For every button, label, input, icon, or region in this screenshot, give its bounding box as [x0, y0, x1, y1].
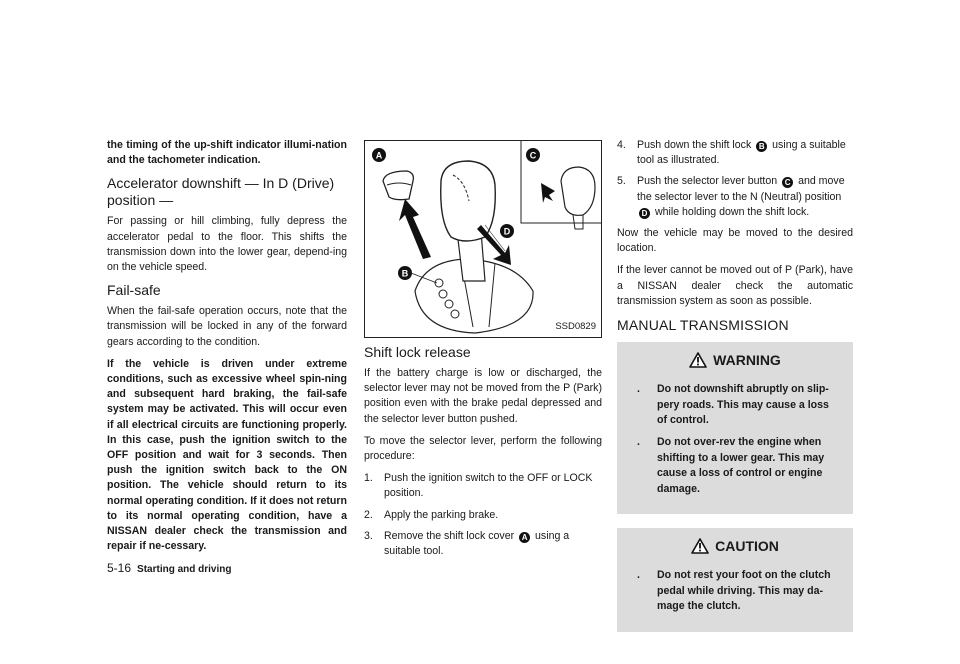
column-2: [364, 140, 602, 565]
caution-icon: [691, 538, 709, 554]
caution-title-text: CAUTION: [715, 538, 779, 555]
warning-title: [629, 352, 841, 368]
warning-item: [629, 382, 841, 428]
caution-item-text: Do not rest your foot on the clutch pedal while driving. This may da-mage the clutch.: [657, 569, 831, 613]
caution-box: [617, 528, 853, 631]
column-3: [617, 138, 853, 646]
warning-title-text: WARNING: [713, 352, 781, 369]
heading-accelerator-downshift: Accelerator downshift — In D (Drive) position —: [107, 175, 335, 209]
marker-d-badge: D: [639, 208, 650, 219]
shift-lock-paragraph: If the battery charge is low or discharged, the selector lever may not be moved from the P (Park) position even with the brake pedal depressed and the selector lever button pushed.: [364, 367, 602, 425]
heading-manual-transmission: MANUAL TRANSMISSION: [617, 317, 789, 334]
figure-code: SSD0829: [555, 320, 596, 332]
figure-label-c: C: [529, 150, 537, 161]
step-number: 5.: [617, 175, 626, 188]
warning-box: [617, 342, 853, 514]
procedure-intro: To move the selector lever, perform the following procedure:: [364, 434, 602, 463]
section-name: Starting and driving: [137, 564, 232, 575]
dealer-paragraph: If the lever cannot be moved out of P (Park), have a NISSAN dealer check the automatic transmission system as soon as possible.: [617, 264, 853, 307]
step-5: [617, 174, 853, 220]
step-2: [364, 508, 602, 523]
step-1: [364, 471, 602, 501]
step-text-mid: and move the selector lever to the N (Neutral) position: [637, 175, 845, 203]
heading-shift-lock-release: Shift lock release: [364, 344, 471, 360]
warning-icon: [689, 352, 707, 368]
warning-item-text: Do not over-rev the engine when shifting to a lower gear. This may cause a loss of control or engine damage.: [657, 436, 825, 495]
figure-label-b: B: [401, 268, 409, 279]
step-text: Remove the shift lock cover: [384, 529, 515, 542]
step-number: 2.: [364, 508, 373, 521]
marker-b-badge: B: [756, 141, 767, 152]
bullet: .: [637, 436, 640, 449]
marker-a-badge: A: [519, 532, 530, 543]
step-text: Apply the parking brake.: [384, 508, 499, 521]
caution-item: [629, 568, 841, 614]
step-text-end: using a suitable tool.: [384, 529, 570, 558]
bullet: .: [637, 383, 640, 396]
step-text: Push down the shift lock: [637, 139, 752, 151]
step-number: 3.: [364, 529, 373, 542]
moved-paragraph: Now the vehicle may be moved to the desired location.: [617, 227, 853, 255]
figure-label-d: D: [503, 226, 511, 237]
step-number: 4.: [617, 139, 626, 151]
caution-title: [629, 538, 841, 554]
step-number: 1.: [364, 472, 373, 485]
page-footer: [107, 561, 231, 575]
page-number: 5-16: [107, 561, 132, 575]
figure-label-a: A: [375, 150, 383, 161]
intro-text: the timing of the up-shift indicator illumi-nation and the tachometer indication.: [107, 139, 347, 167]
shift-lock-illustration: [364, 140, 602, 338]
fail-safe-paragraph: When the fail-safe operation occurs, note that the transmission will be locked in any of the forward gears according to the condition.: [107, 305, 347, 348]
column-1: [107, 138, 347, 561]
shift-lever-drawing: [365, 141, 601, 337]
step-3: [364, 529, 602, 559]
step-text: Push the selector lever button: [637, 175, 778, 188]
fail-safe-bold-paragraph: If the vehicle is driven under extreme conditions, such as excessive wheel spin-ning and subsequent hard braking, the fail-safe system may be activated. This will occur even if all electrical circuits are functioning properly. In this case, push the ignition switch to the OFF position and wait for 3 seconds. Then push the ignition switch back to the ON position. The vehicle should return to its normal operating condition. If it does not return to its normal operating condition, have a NISSAN dealer check the transmission and repair if ne-cessary.: [107, 357, 347, 553]
step-text-end: while holding down the shift lock.: [654, 205, 810, 218]
step-4: [617, 138, 853, 168]
bullet: .: [637, 569, 640, 582]
marker-c-badge: C: [782, 177, 793, 188]
accelerator-paragraph: For passing or hill climbing, fully depress the accelerator pedal to the floor. This shifts the transmission down into the lower gear, depend-ing on the vehicle speed.: [107, 215, 347, 274]
heading-fail-safe: Fail-safe: [107, 282, 161, 299]
warning-item-text: Do not downshift abruptly on slip-pery roads. This may cause a loss of control.: [657, 383, 829, 427]
step-text: Push the ignition switch to the OFF or LOCK position.: [384, 472, 593, 500]
step-text-end: using a suitable tool as illustrated.: [637, 139, 846, 167]
warning-item: [629, 435, 841, 497]
